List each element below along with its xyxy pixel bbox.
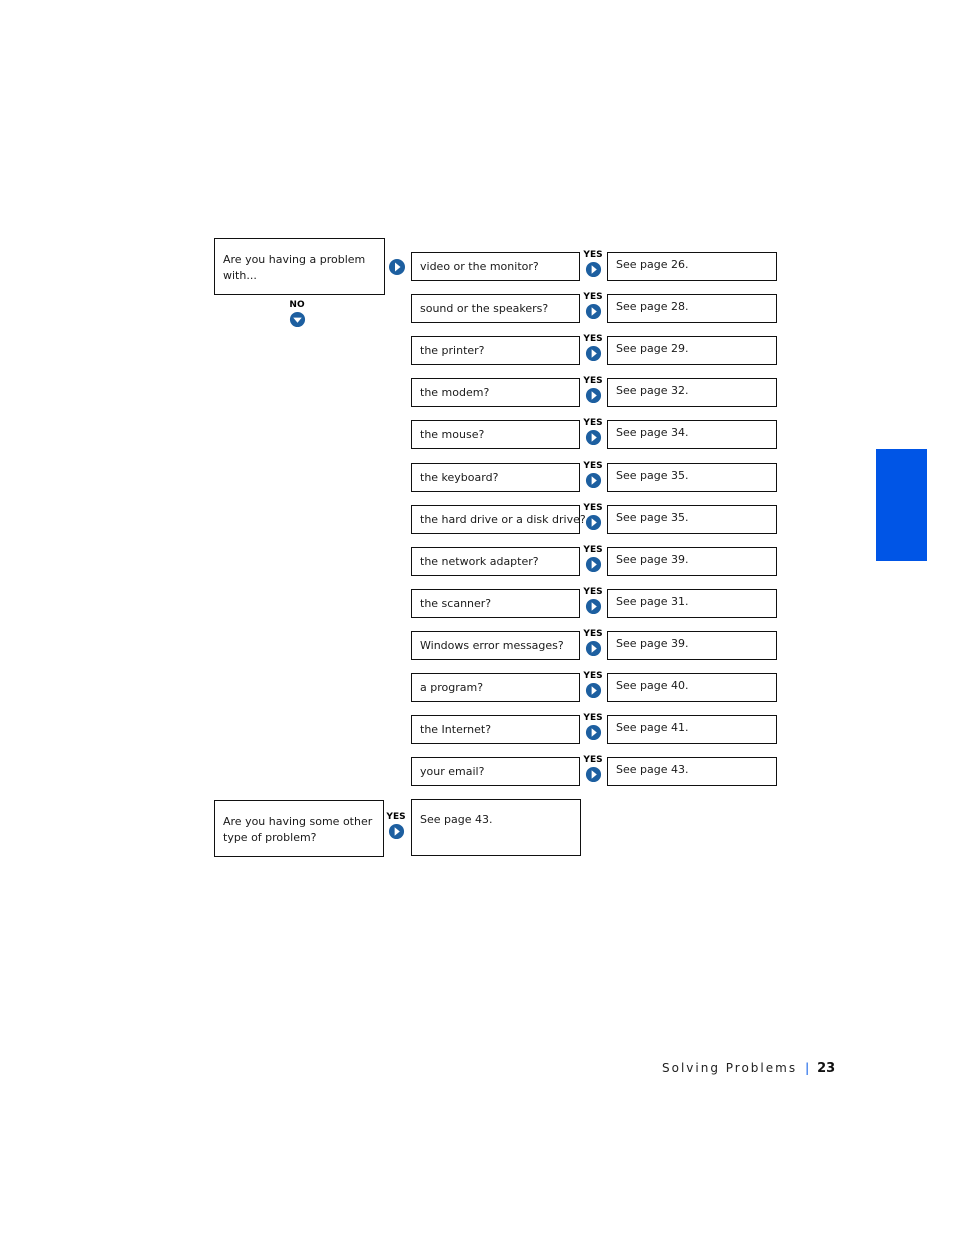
answer-text: See page 43. bbox=[616, 763, 689, 776]
yes-marker bbox=[583, 545, 603, 573]
answer-box bbox=[607, 505, 777, 534]
yes-marker bbox=[583, 461, 603, 489]
answer-text: See page 41. bbox=[616, 721, 689, 734]
yes-label: YES bbox=[583, 250, 603, 260]
answer-text: See page 31. bbox=[616, 595, 689, 608]
yes-label: YES bbox=[583, 461, 603, 471]
question-text: the scanner? bbox=[420, 596, 492, 610]
question-text: the hard drive or a disk drive? bbox=[420, 512, 586, 526]
no-marker bbox=[287, 300, 307, 328]
question-box bbox=[411, 589, 580, 618]
answer-box bbox=[607, 336, 777, 365]
yes-label: YES bbox=[583, 755, 603, 765]
circle-right-arrow-icon bbox=[585, 387, 602, 404]
main-question-box bbox=[214, 238, 385, 295]
yes-label: YES bbox=[583, 418, 603, 428]
yes-marker bbox=[583, 755, 603, 783]
yes-label: YES bbox=[583, 334, 603, 344]
main-question-text: Are you having a problem with... bbox=[223, 253, 366, 282]
no-label: NO bbox=[289, 300, 305, 310]
question-box bbox=[411, 336, 580, 365]
yes-label: YES bbox=[583, 587, 603, 597]
yes-label: YES bbox=[583, 292, 603, 302]
main-question-right-marker bbox=[387, 257, 407, 276]
question-text: the printer? bbox=[420, 343, 485, 357]
other-yes-marker bbox=[386, 812, 406, 840]
yes-label: YES bbox=[583, 671, 603, 681]
yes-marker bbox=[583, 418, 603, 446]
question-text: video or the monitor? bbox=[420, 259, 539, 273]
answer-box bbox=[607, 294, 777, 323]
question-text: the mouse? bbox=[420, 427, 485, 441]
question-box bbox=[411, 294, 580, 323]
answer-text: See page 28. bbox=[616, 300, 689, 313]
section-tab bbox=[876, 449, 927, 561]
answer-text: See page 32. bbox=[616, 384, 689, 397]
answer-box bbox=[607, 589, 777, 618]
question-text: the modem? bbox=[420, 385, 490, 399]
answer-box bbox=[607, 463, 777, 492]
answer-box bbox=[607, 715, 777, 744]
circle-right-arrow-icon bbox=[585, 514, 602, 531]
yes-marker bbox=[583, 587, 603, 615]
circle-right-arrow-icon bbox=[585, 598, 602, 615]
circle-right-arrow-icon bbox=[585, 345, 602, 362]
answer-text: See page 26. bbox=[616, 258, 689, 271]
circle-right-arrow-icon bbox=[585, 640, 602, 657]
yes-label: YES bbox=[583, 629, 603, 639]
yes-label: YES bbox=[583, 376, 603, 386]
circle-right-arrow-icon bbox=[585, 261, 602, 278]
answer-box bbox=[607, 631, 777, 660]
footer-separator: | bbox=[805, 1061, 810, 1075]
footer-section-title: Solving Problems bbox=[662, 1061, 798, 1075]
other-question-box bbox=[214, 800, 384, 857]
answer-box bbox=[607, 252, 777, 281]
answer-box bbox=[607, 757, 777, 786]
yes-label: YES bbox=[583, 545, 603, 555]
yes-marker bbox=[583, 334, 603, 362]
circle-right-arrow-icon bbox=[585, 556, 602, 573]
circle-right-arrow-icon bbox=[585, 303, 602, 320]
yes-marker bbox=[583, 671, 603, 699]
question-box bbox=[411, 378, 580, 407]
answer-text: See page 40. bbox=[616, 679, 689, 692]
answer-box bbox=[607, 420, 777, 449]
circle-down-arrow-icon bbox=[289, 311, 306, 328]
question-text: your email? bbox=[420, 764, 485, 778]
answer-text: See page 35. bbox=[616, 511, 689, 524]
question-text: Windows error messages? bbox=[420, 638, 564, 652]
answer-text: See page 39. bbox=[616, 553, 689, 566]
question-text: a program? bbox=[420, 680, 484, 694]
yes-label: YES bbox=[583, 713, 603, 723]
yes-marker bbox=[583, 292, 603, 320]
question-text: the network adapter? bbox=[420, 554, 539, 568]
answer-text: See page 39. bbox=[616, 637, 689, 650]
question-box bbox=[411, 420, 580, 449]
circle-right-arrow-icon bbox=[585, 724, 602, 741]
yes-marker bbox=[583, 250, 603, 278]
question-box bbox=[411, 757, 580, 786]
answer-text: See page 29. bbox=[616, 342, 689, 355]
answer-text: See page 34. bbox=[616, 426, 689, 439]
question-box bbox=[411, 673, 580, 702]
answer-box bbox=[607, 673, 777, 702]
circle-right-arrow-icon bbox=[585, 472, 602, 489]
circle-right-arrow-icon bbox=[388, 258, 406, 276]
circle-right-arrow-icon bbox=[388, 823, 405, 840]
yes-label: YES bbox=[583, 503, 603, 513]
question-box bbox=[411, 252, 580, 281]
other-answer-text: See page 43. bbox=[420, 813, 493, 826]
answer-box bbox=[607, 547, 777, 576]
circle-right-arrow-icon bbox=[585, 429, 602, 446]
yes-marker bbox=[583, 629, 603, 657]
yes-marker bbox=[583, 376, 603, 404]
page-number: 23 bbox=[817, 1061, 836, 1076]
other-answer-box bbox=[411, 799, 581, 856]
question-text: the Internet? bbox=[420, 722, 492, 736]
question-box bbox=[411, 631, 580, 660]
answer-box bbox=[607, 378, 777, 407]
circle-right-arrow-icon bbox=[585, 766, 602, 783]
question-box bbox=[411, 505, 586, 534]
question-text: the keyboard? bbox=[420, 470, 499, 484]
question-box bbox=[411, 547, 580, 576]
question-box bbox=[411, 463, 580, 492]
other-question-text: Are you having some other type of problem? bbox=[223, 815, 373, 844]
page-footer bbox=[662, 1061, 835, 1076]
circle-right-arrow-icon bbox=[585, 682, 602, 699]
question-text: sound or the speakers? bbox=[420, 301, 549, 315]
yes-marker bbox=[583, 713, 603, 741]
yes-label: YES bbox=[386, 812, 406, 822]
question-box bbox=[411, 715, 580, 744]
yes-marker bbox=[583, 503, 603, 531]
answer-text: See page 35. bbox=[616, 469, 689, 482]
